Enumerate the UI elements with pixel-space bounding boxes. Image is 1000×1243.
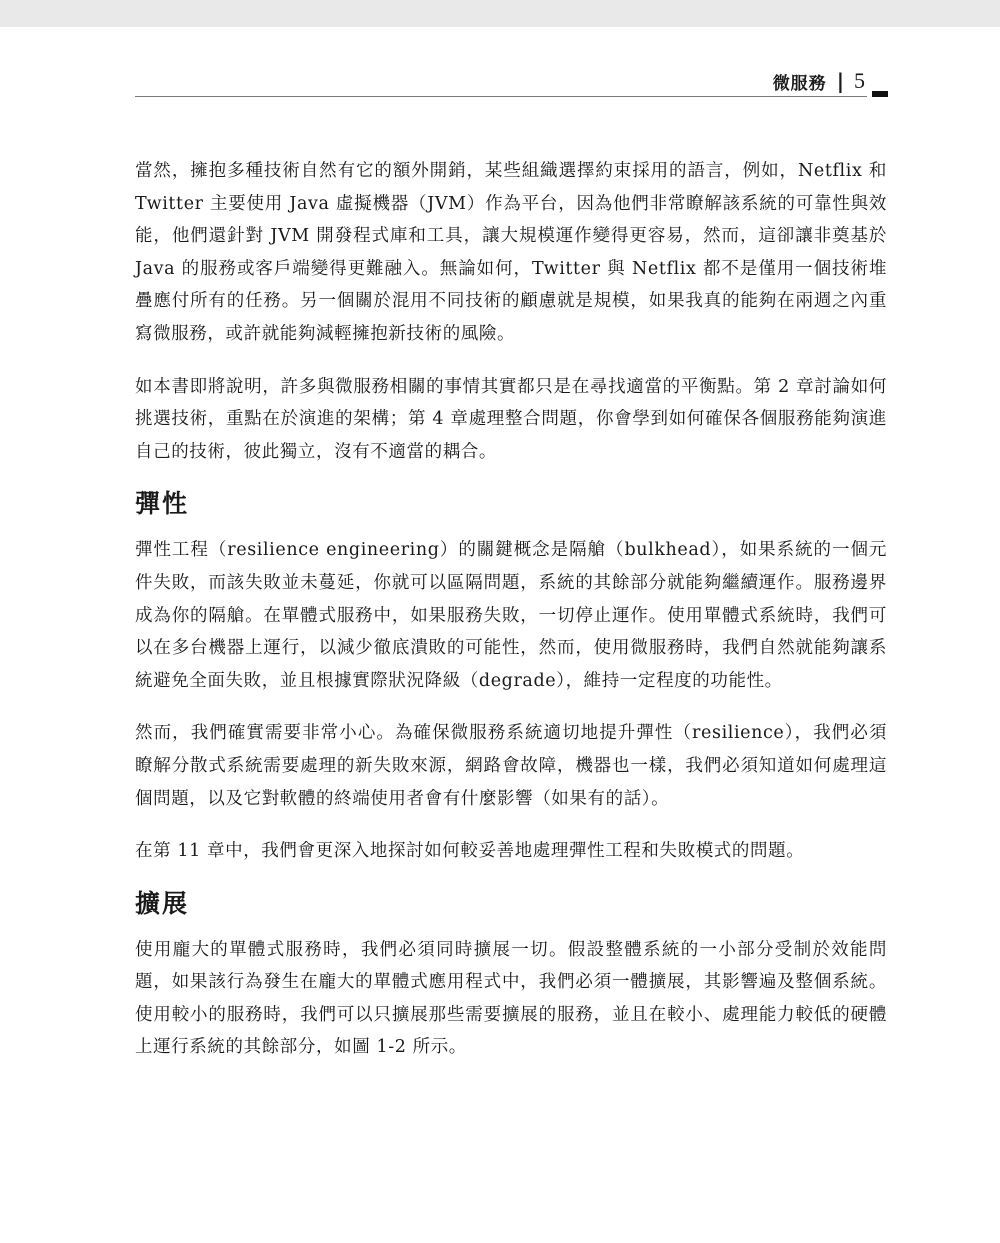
running-header-separator: | <box>836 69 844 93</box>
paragraph-bulkhead: 彈性工程（resilience engineering）的關鍵概念是隔艙（bulkhead），如果系統的一個元件失敗，而該失敗並未蔓延，你就可以區隔問題，系統的其餘部分就能夠繼續運作。服務邊界成為你的隔艙。在單體式服務中，如果服務失敗，一切停止運作。使用單體式系統時，我們可以在多台機器上運行，以減少徹底潰敗的可能性，然而，使用微服務時，我們自然就能夠讓系統避免全面失敗，並且根據實際狀況降級（degrade），維持一定程度的功能性。 <box>135 540 887 691</box>
header-rule-marker <box>872 91 888 97</box>
section-heading-scaling: 擴展 <box>135 888 190 918</box>
paragraph-scaling: 使用龐大的單體式服務時，我們必須同時擴展一切。假設整體系統的一小部分受制於效能問題，如果該行為發生在龐大的單體式應用程式中，我們必須一體擴展，其影響遍及整個系統。使用較小的服務時，我們可以只擴展那些需要擴展的服務，並且在較小、處理能力較低的硬體上運行系統的其餘部分，如圖 1-2 所示。 <box>135 939 887 1058</box>
header-rule <box>135 96 867 97</box>
paragraph-chapter-11: 在第 11 章中，我們會更深入地探討如何較妥善地處理彈性工程和失敗模式的問題。 <box>135 841 805 862</box>
running-header <box>773 66 865 96</box>
running-header-section-title: 微服務 <box>772 73 827 94</box>
top-margin-band <box>0 0 1000 27</box>
page-body <box>135 155 887 1084</box>
paragraph-balance: 如本書即將說明，許多與微服務相關的事情其實都只是在尋找適當的平衡點。第 2 章討論如何挑選技術，重點在於演進的架構；第 4 章處理整合問題，你會學到如何確保各個服務能夠演進自己的技術，彼此獨立，沒有不適當的耦合。 <box>135 376 887 462</box>
section-heading-resilience: 彈性 <box>135 489 190 519</box>
paragraph-distributed-failures: 然而，我們確實需要非常小心。為確保微服務系統適切地提升彈性（resilience），我們必須瞭解分散式系統需要處理的新失敗來源，網路會故障，機器也一樣，我們必須知道如何處理這個問題，以及它對軟體的終端使用者會有什麼影響（如果有的話）。 <box>135 723 887 809</box>
paragraph-technology-overhead: 當然，擁抱多種技術自然有它的額外開銷，某些組織選擇約束採用的語言，例如，Netflix 和 Twitter 主要使用 Java 虛擬機器（JVM）作為平台，因為他們非常瞭解該系統的可靠性與效能，他們還針對 JVM 開發程式庫和工具，讓大規模運作變得更容易，然而，這卻讓非奠基於 Java 的服務或客戶端變得更難融入。無論如何，Twitter 與 Netflix 都不是僅用一個技術堆疊應付所有的任務。另一個關於混用不同技術的顧慮就是規模，如果我真的能夠在兩週之內重寫微服務，或許就能夠減輕擁抱新技術的風險。 <box>135 161 887 344</box>
page-number: 5 <box>854 68 865 93</box>
